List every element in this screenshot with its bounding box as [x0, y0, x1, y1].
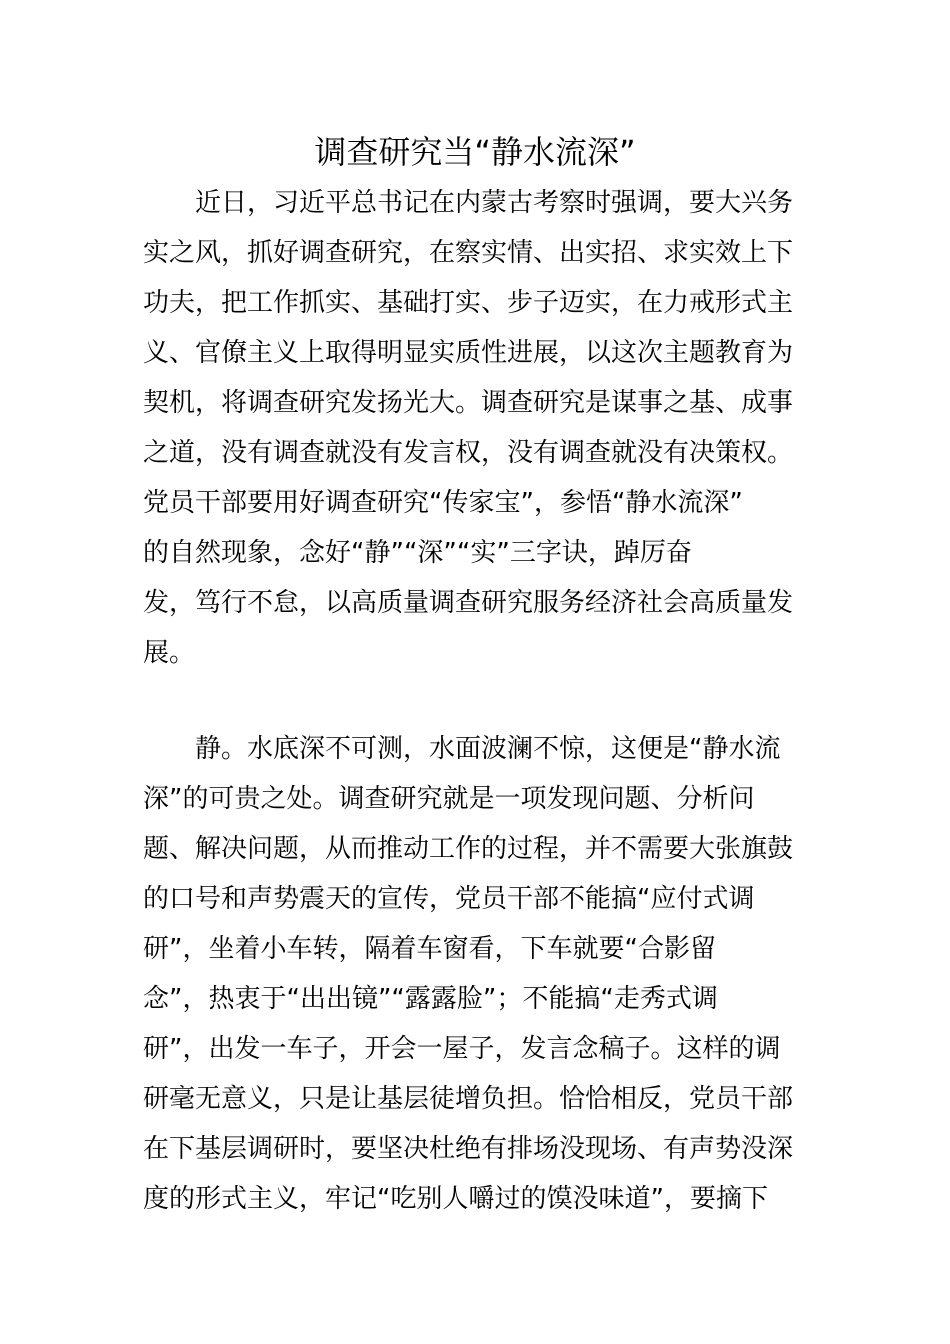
paragraph-line: 实之风，抓好调查研究，在察实情、出实招、求实效上下 [143, 238, 794, 268]
paragraph-line: 展。 [143, 638, 196, 668]
paragraph-line: 题、解决问题，从而推动工作的过程，并不需要大张旗鼓 [143, 834, 794, 864]
document-title: 调查研究当“静水流深” [314, 133, 636, 171]
paragraph-line: 契机，将调查研究发扬光大。调查研究是谋事之基、成事 [143, 388, 794, 418]
paragraph-line: 的口号和声势震天的宣传，党员干部不能搞“应付式调 [143, 884, 755, 914]
paragraph-1 [143, 178, 807, 678]
paragraph-line: 发，笃行不怠，以高质量调查研究服务经济社会高质量发 [143, 588, 794, 618]
paragraph-line: 之道，没有调查就没有发言权，没有调查就没有决策权。 [143, 438, 794, 468]
paragraph-2 [143, 724, 807, 1224]
paragraph-line: 度的形式主义，牢记“吃别人嚼过的馍没味道”，要摘下 [143, 1184, 768, 1214]
paragraph-line: 党员干部要用好调查研究“传家宝”，参悟“静水流深” [143, 488, 743, 518]
paragraph-line: 研毫无意义，只是让基层徒增负担。恰恰相反，党员干部 [143, 1084, 794, 1114]
paragraph-line: 功夫，把工作抓实、基础打实、步子迈实，在力戒形式主 [143, 288, 794, 318]
paragraph-line: 研”，出发一车子，开会一屋子，发言念稿子。这样的调 [143, 1034, 781, 1064]
paragraph-line: 静。水底深不可测，水面波澜不惊，这便是“静水流 [195, 734, 781, 764]
paragraph-line: 研”，坐着小车转，隔着车窗看，下车就要“合影留 [143, 934, 716, 964]
paragraph-line: 念”，热衷于“出出镜”“露露脸”；不能搞“走秀式调 [143, 984, 718, 1014]
paragraph-line: 义、官僚主义上取得明显实质性进展，以这次主题教育为 [143, 338, 794, 368]
paragraph-line: 在下基层调研时，要坚决杜绝有排场没现场、有声势没深 [143, 1134, 794, 1164]
paragraph-line: 深”的可贵之处。调查研究就是一项发现问题、分析问 [143, 784, 755, 814]
paragraph-line: 近日，习近平总书记在内蒙古考察时强调，要大兴务 [195, 188, 794, 218]
paragraph-line: 的自然现象，念好“静”“深”“实”三字诀，踔厉奋 [143, 538, 692, 568]
